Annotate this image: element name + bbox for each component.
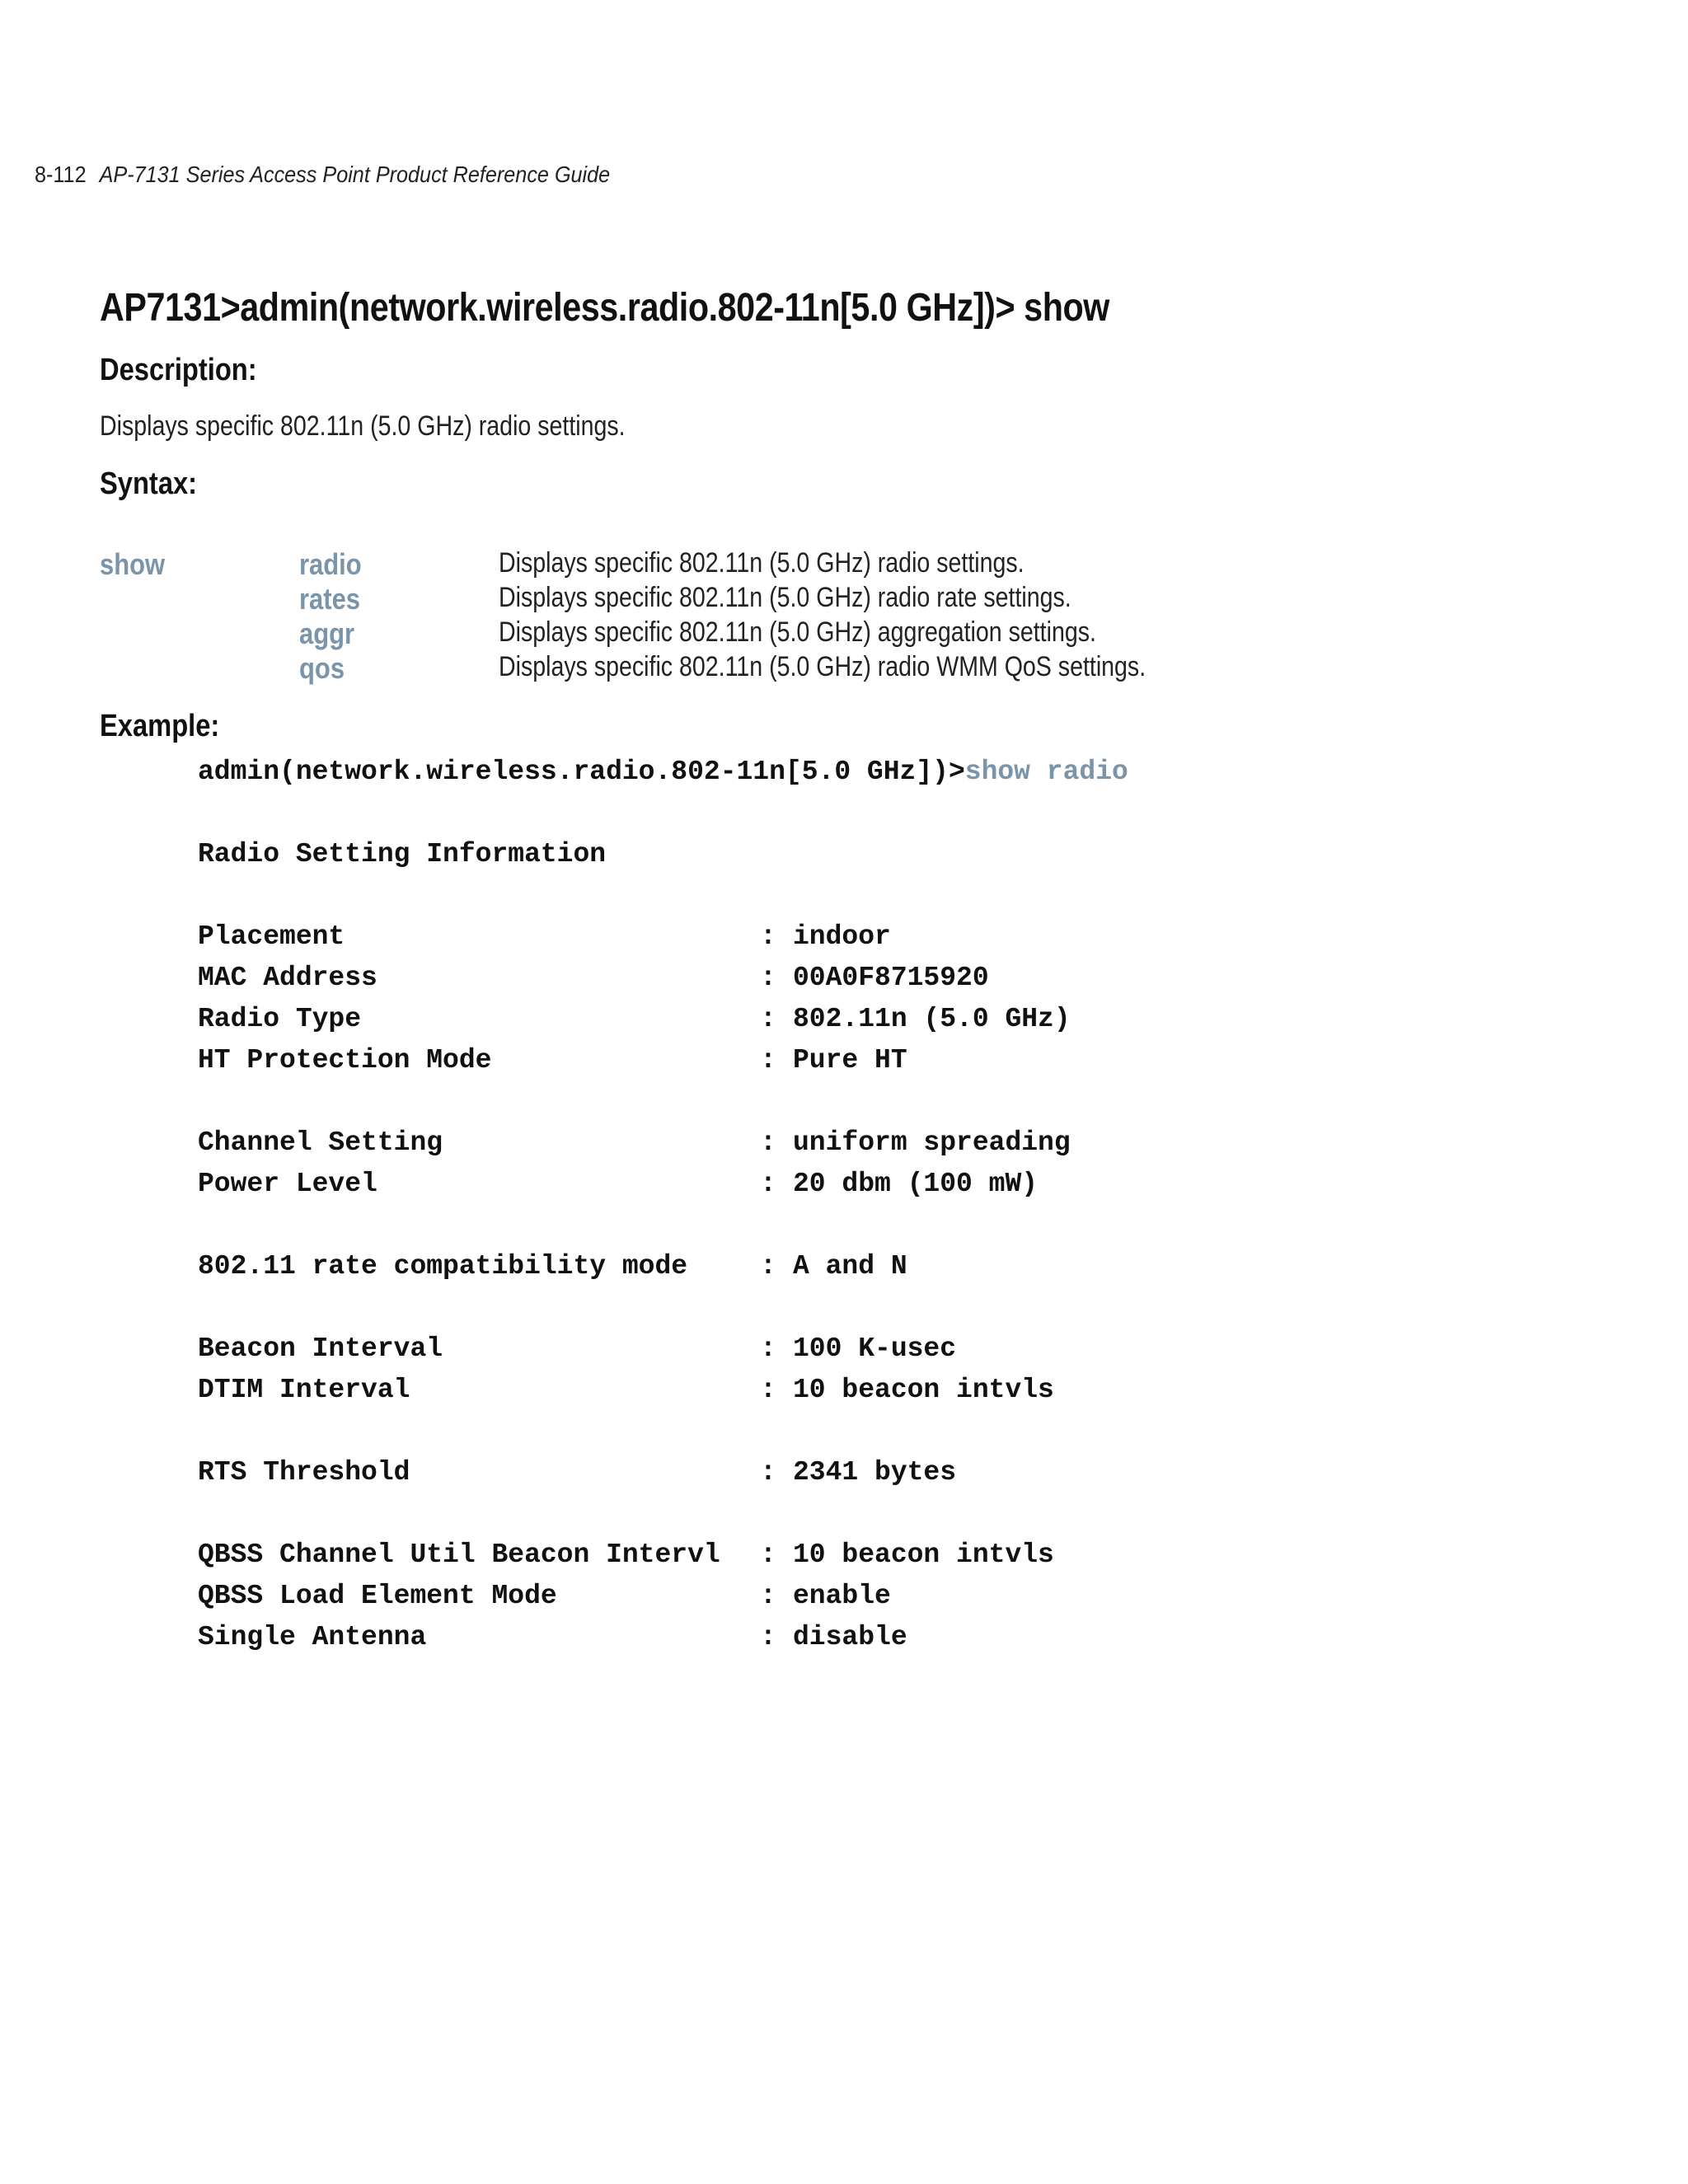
setting-value: indoor: [793, 921, 891, 952]
setting-separator: :: [760, 1622, 776, 1652]
setting-separator: :: [760, 1004, 776, 1034]
setting-value: 00A0F8715920: [793, 963, 989, 993]
setting-key: Placement: [198, 921, 345, 952]
setting-key: Beacon Interval: [198, 1333, 443, 1364]
setting-key: DTIM Interval: [198, 1375, 410, 1405]
setting-value: enable: [793, 1581, 891, 1611]
setting-value: 2341 bytes: [793, 1457, 957, 1488]
setting-separator: :: [760, 1540, 776, 1570]
setting-separator: :: [760, 1127, 776, 1158]
syntax-arg: qos: [299, 651, 345, 685]
setting-value: Pure HT: [793, 1045, 907, 1076]
description-text: Displays specific 802.11n (5.0 GHz) radio settings.: [100, 410, 626, 442]
example-label: Example:: [100, 709, 220, 743]
setting-value: 100 K-usec: [793, 1333, 957, 1364]
setting-key: RTS Threshold: [198, 1457, 410, 1488]
setting-key: HT Protection Mode: [198, 1045, 492, 1076]
setting-key: QBSS Load Element Mode: [198, 1581, 557, 1611]
cli-command: show radio: [964, 757, 1128, 787]
description-label: Description:: [100, 353, 257, 387]
syntax-arg: radio: [299, 547, 362, 581]
setting-key: Channel Setting: [198, 1127, 443, 1158]
setting-key: MAC Address: [198, 963, 377, 993]
setting-separator: :: [760, 1045, 776, 1076]
setting-value: 802.11n (5.0 GHz): [793, 1004, 1071, 1034]
page-number: 8-112: [35, 162, 87, 187]
setting-separator: :: [760, 963, 776, 993]
setting-value: 10 beacon intvls: [793, 1540, 1054, 1570]
syntax-arg: aggr: [299, 616, 355, 650]
setting-separator: :: [760, 1375, 776, 1405]
guide-title: AP-7131 Series Access Point Product Reference Guide: [99, 162, 611, 187]
setting-value: 10 beacon intvls: [793, 1375, 1054, 1405]
setting-separator: :: [760, 1169, 776, 1199]
syntax-desc: Displays specific 802.11n (5.0 GHz) aggregation settings.: [499, 616, 1096, 648]
setting-value: 20 dbm (100 mW): [793, 1169, 1039, 1199]
setting-key: Radio Type: [198, 1004, 362, 1034]
setting-value: uniform spreading: [793, 1127, 1071, 1158]
section-title: Radio Setting Information: [198, 839, 607, 869]
running-header: [35, 162, 610, 188]
setting-value: A and N: [793, 1251, 907, 1282]
setting-separator: :: [760, 921, 776, 952]
setting-separator: :: [760, 1333, 776, 1364]
syntax-desc: Displays specific 802.11n (5.0 GHz) radio settings.: [499, 547, 1025, 579]
setting-separator: :: [760, 1251, 776, 1282]
syntax-label: Syntax:: [100, 466, 198, 501]
cli-prompt: admin(network.wireless.radio.802-11n[5.0 GHz])>: [198, 757, 965, 787]
syntax-desc: Displays specific 802.11n (5.0 GHz) radio WMM QoS settings.: [499, 651, 1146, 682]
syntax-arg: rates: [299, 582, 361, 616]
command-heading: AP7131>admin(network.wireless.radio.802-11n[5.0 GHz])> show: [100, 286, 1109, 330]
setting-separator: :: [760, 1581, 776, 1611]
syntax-desc: Displays specific 802.11n (5.0 GHz) radio rate settings.: [499, 582, 1071, 613]
setting-key: Power Level: [198, 1169, 377, 1199]
setting-key: QBSS Channel Util Beacon Intervl: [198, 1540, 720, 1570]
setting-value: disable: [793, 1622, 907, 1652]
setting-key: 802.11 rate compatibility mode: [198, 1251, 688, 1282]
setting-separator: :: [760, 1457, 776, 1488]
setting-key: Single Antenna: [198, 1622, 427, 1652]
syntax-keyword: show: [100, 547, 166, 581]
command-line: [198, 757, 1128, 787]
